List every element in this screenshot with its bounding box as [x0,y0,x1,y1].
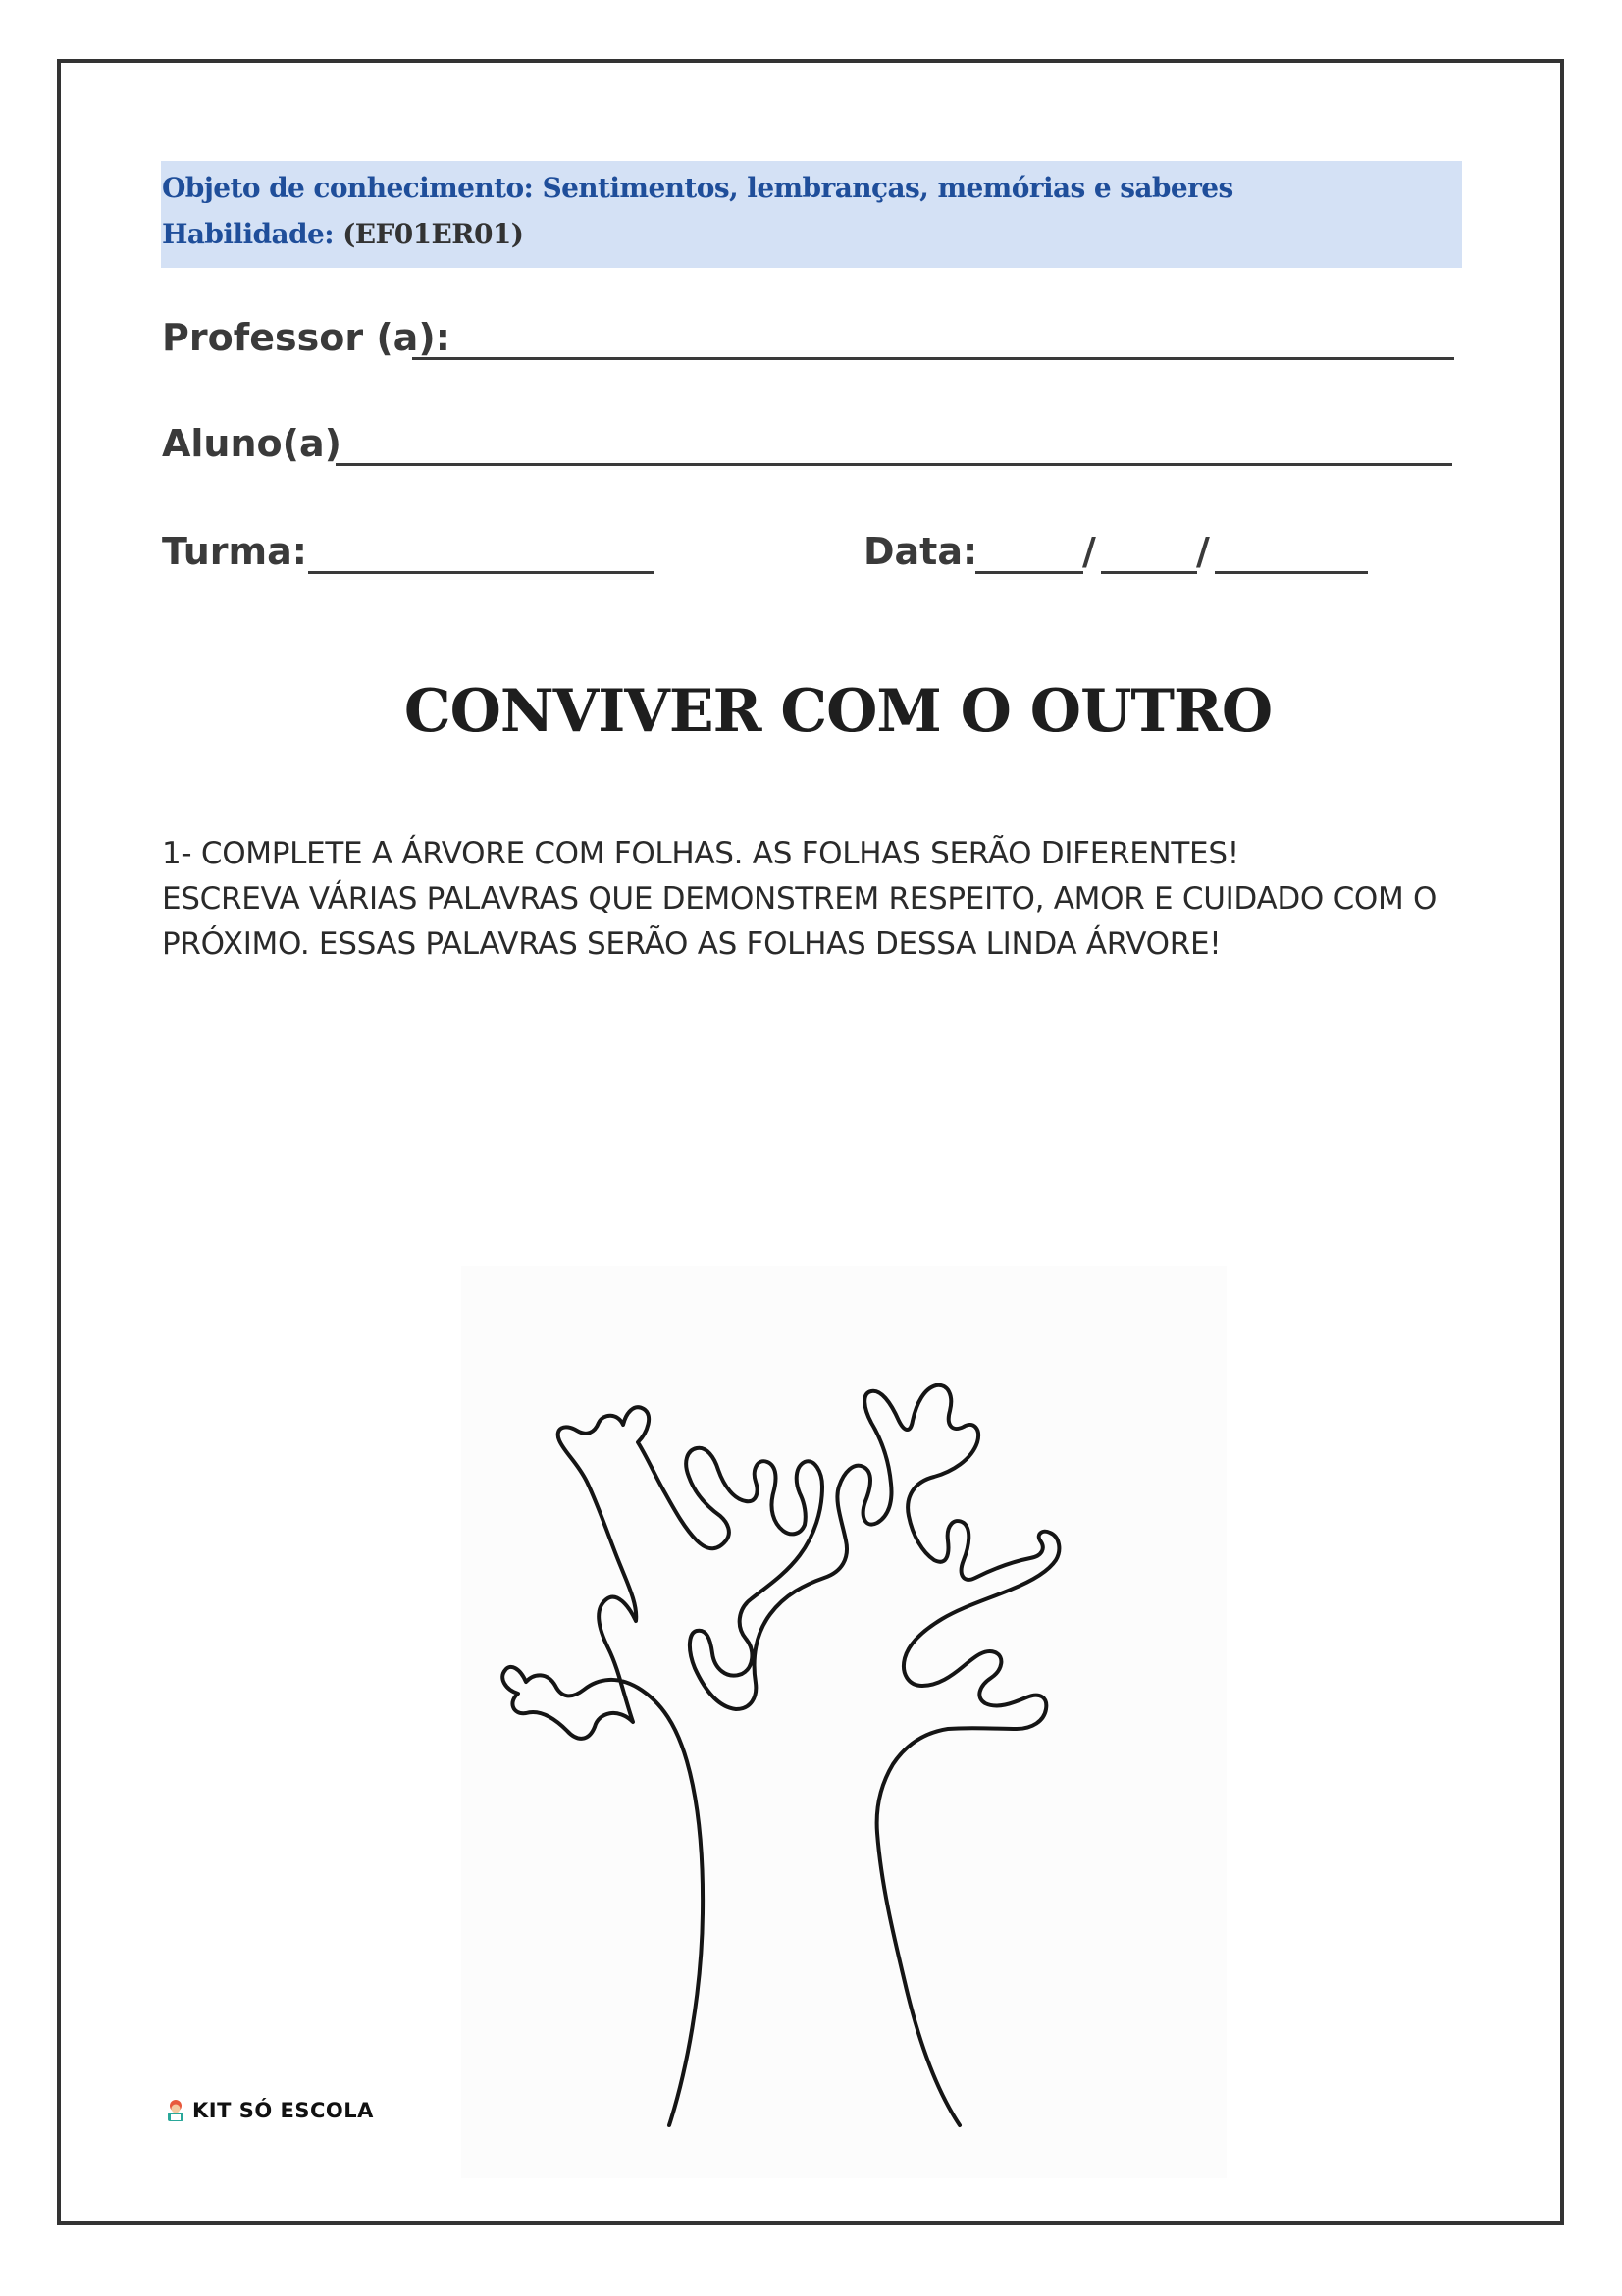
tree-outline-icon [461,1266,1227,2178]
professor-field[interactable] [412,357,1454,360]
objeto-value: Sentimentos, lembranças, memórias e saberes [542,172,1233,204]
habilidade [162,218,523,250]
instruction-line-3: PRÓXIMO. ESSAS PALAVRAS SERÃO AS FOLHAS DESSA LINDA ÁRVORE! [162,926,1222,962]
date-year-field[interactable] [1215,571,1368,574]
aluno-field[interactable] [336,463,1452,466]
turma-label: Turma: [162,530,307,573]
objeto-label: Objeto de conhecimento: [162,172,534,204]
data-label: Data: [863,530,978,573]
objeto-de-conhecimento [162,172,1233,204]
date-separator-2: / [1196,530,1210,573]
habilidade-label: Habilidade: [162,218,334,250]
brand-text: KIT SÓ ESCOLA [192,2099,374,2122]
instruction-line-1: 1- COMPLETE A ÁRVORE COM FOLHAS. AS FOLHAS SERÃO DIFERENTES! [162,836,1239,871]
habilidade-code: (EF01ER01) [342,218,524,250]
instruction-line-2: ESCREVA VÁRIAS PALAVRAS QUE DEMONSTREM RESPEITO, AMOR E CUIDADO COM O [162,881,1438,916]
professor-label: Professor (a): [162,316,450,359]
date-day-field[interactable] [975,571,1083,574]
student-icon [163,2098,188,2123]
page-title: CONVIVER COM O OUTRO [403,677,1273,746]
date-month-field[interactable] [1101,571,1197,574]
turma-field[interactable] [308,571,654,574]
date-separator-1: / [1082,530,1096,573]
aluno-label: Aluno(a) [162,422,342,465]
brand-logo [163,2098,374,2123]
